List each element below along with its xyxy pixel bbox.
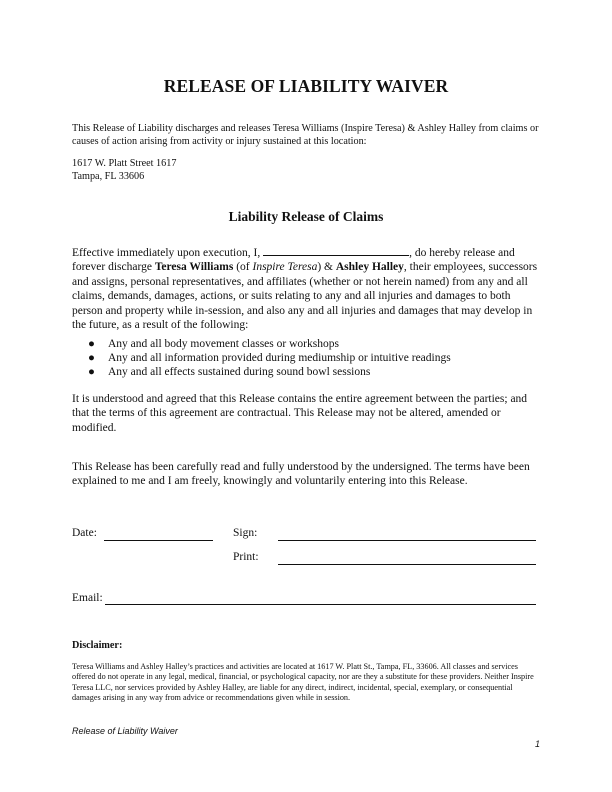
address-line-2: Tampa, FL 33606 xyxy=(72,171,145,182)
page-number: 1 xyxy=(534,739,540,749)
agreement-paragraph: It is understood and agreed that this Release contains the entire agreement between the parties; and that the terms of this agreement are contractual. This Release may not be altered, amended or modified. xyxy=(72,393,528,434)
document-title: RELEASE OF LIABILITY WAIVER xyxy=(163,76,449,96)
bullet-icon: ● xyxy=(88,366,95,379)
list-item-text: Any and all body movement classes or workshops xyxy=(108,338,339,350)
list-item xyxy=(88,365,528,379)
footer-title: Release of Liability Waiver xyxy=(72,726,178,736)
email-field[interactable] xyxy=(105,604,536,605)
print-name-field[interactable] xyxy=(278,564,536,565)
releasee-org: Inspire Teresa xyxy=(252,261,318,274)
release-paragraph xyxy=(72,245,540,332)
name-blank-field[interactable] xyxy=(263,245,409,256)
release-text-4: ) & xyxy=(317,261,336,274)
email-label: Email: xyxy=(72,592,103,604)
address-line-1: 1617 W. Platt Street 1617 xyxy=(72,158,177,169)
disclaimer-text: Teresa Williams and Ashley Halley’s practices and activities are located at 1617 W. Platt St., Tampa, FL, 33606. All classes and services offered do not operate in any legal, medical, financial, or psychological capacity, nor are they a substitute for these providers. Neither Inspire Teresa LLC, nor services provided by Ashley Halley, are liable for any direct, indirect, incidental, special, exemplary, or consequential damages arising in any way from advice or recommendations given while in session. xyxy=(72,662,534,703)
disclaimer-title: Disclaimer: xyxy=(72,640,123,651)
release-text-5: , their employees, successors and assigns, personal representatives, and affiliates (whether or not herein named) from any and all claims, demands, damages, actions, or suits relating to any and all injuries and damages to both person and property while in-session, and also any and all injuries and damages that may develop in the future, as a result of the following: xyxy=(72,261,538,332)
address-block xyxy=(72,157,176,183)
bullet-icon: ● xyxy=(88,338,95,350)
intro-paragraph: This Release of Liability discharges and releases Teresa Williams (Inspire Teresa) & Ashley Halley from claims or causes of action arising from activity or injury sustained at this location: xyxy=(72,123,539,147)
signature-field[interactable] xyxy=(278,540,536,541)
acknowledgement-paragraph: This Release has been carefully read and fully understood by the undersigned. The terms have been explained to me and I am freely, knowingly and voluntarily entering into this Release. xyxy=(72,461,530,488)
list-item xyxy=(88,351,528,365)
list-item-text: Any and all information provided during mediumship or intuitive readings xyxy=(108,352,451,365)
release-text-1: Effective immediately upon execution, I, xyxy=(72,247,264,259)
activity-list xyxy=(88,337,528,380)
list-item xyxy=(88,337,528,351)
releasee-name-2: Ashley Halley xyxy=(335,261,404,274)
date-label: Date: xyxy=(72,527,97,539)
section-title: Liability Release of Claims xyxy=(228,209,384,224)
release-text-2: , do hereby release and forever discharge xyxy=(72,247,515,274)
releasee-name-1: Teresa Williams xyxy=(154,261,234,274)
release-text-3: (of xyxy=(233,261,253,274)
print-label: Print: xyxy=(233,551,259,563)
list-item-text: Any and all effects sustained during sound bowl sessions xyxy=(108,366,371,379)
date-field[interactable] xyxy=(104,540,213,541)
bullet-icon: ● xyxy=(88,352,95,365)
sign-label: Sign: xyxy=(233,527,258,539)
